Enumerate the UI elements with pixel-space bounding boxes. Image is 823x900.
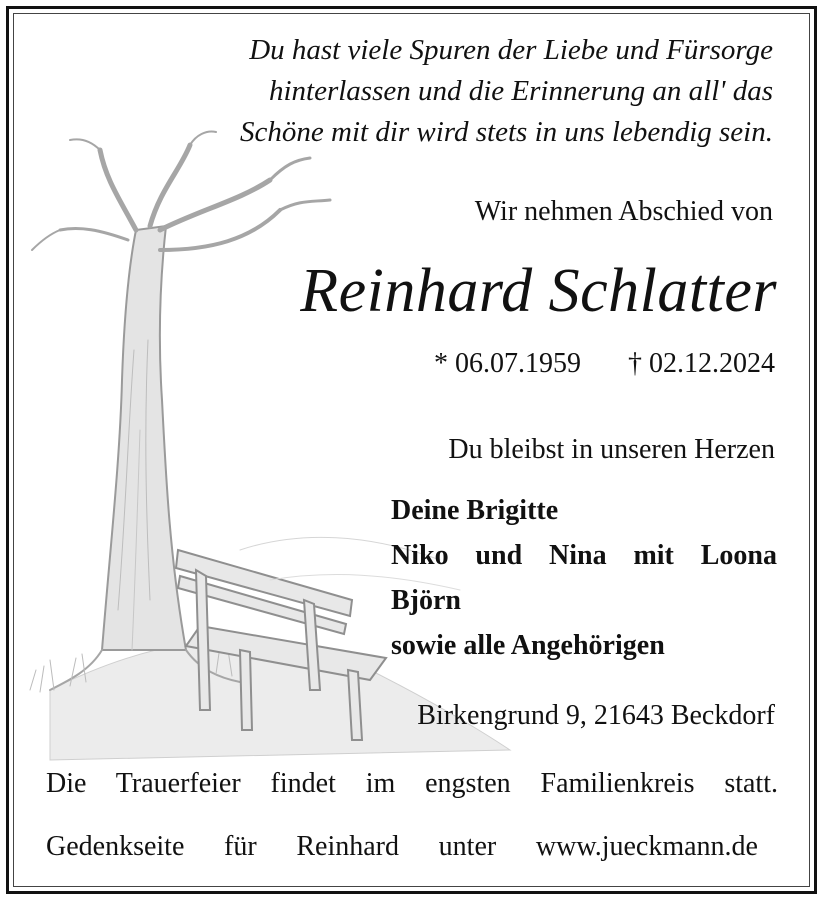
mourners-list [391,488,777,668]
memorial-page-note: Gedenkseite für Reinhard unter www.jueckmann.de [46,831,758,862]
mourner: Björn [391,585,461,616]
verse-line: Du hast viele Spuren der Liebe und Fürsorge [249,34,773,66]
tree-branch [100,150,136,230]
remembrance-line: Du bleibst in unseren Herzen [448,434,775,465]
tree-trunk [102,226,186,650]
mourner: Deine Brigitte [391,495,559,526]
life-dates [434,348,775,380]
birth-date: * 06.07.1959 [434,348,581,379]
intro-text: Wir nehmen Abschied von [474,196,773,227]
death-date: † 02.12.2024 [628,348,775,379]
mourner: Niko und Nina mit Loona [391,540,777,571]
mourner: sowie alle Angehörigen [391,630,665,661]
verse [133,30,773,153]
verse-line: Schöne mit dir wird stets in uns lebendig sein. [240,116,773,148]
address: Birkengrund 9, 21643 Beckdorf [417,700,775,731]
funeral-note: Die Trauerfeier findet im engsten Familienkreis statt. [46,768,778,799]
deceased-name: Reinhard Schlatter [300,257,777,325]
verse-line: hinterlassen und die Erinnerung an all' das [268,75,773,107]
